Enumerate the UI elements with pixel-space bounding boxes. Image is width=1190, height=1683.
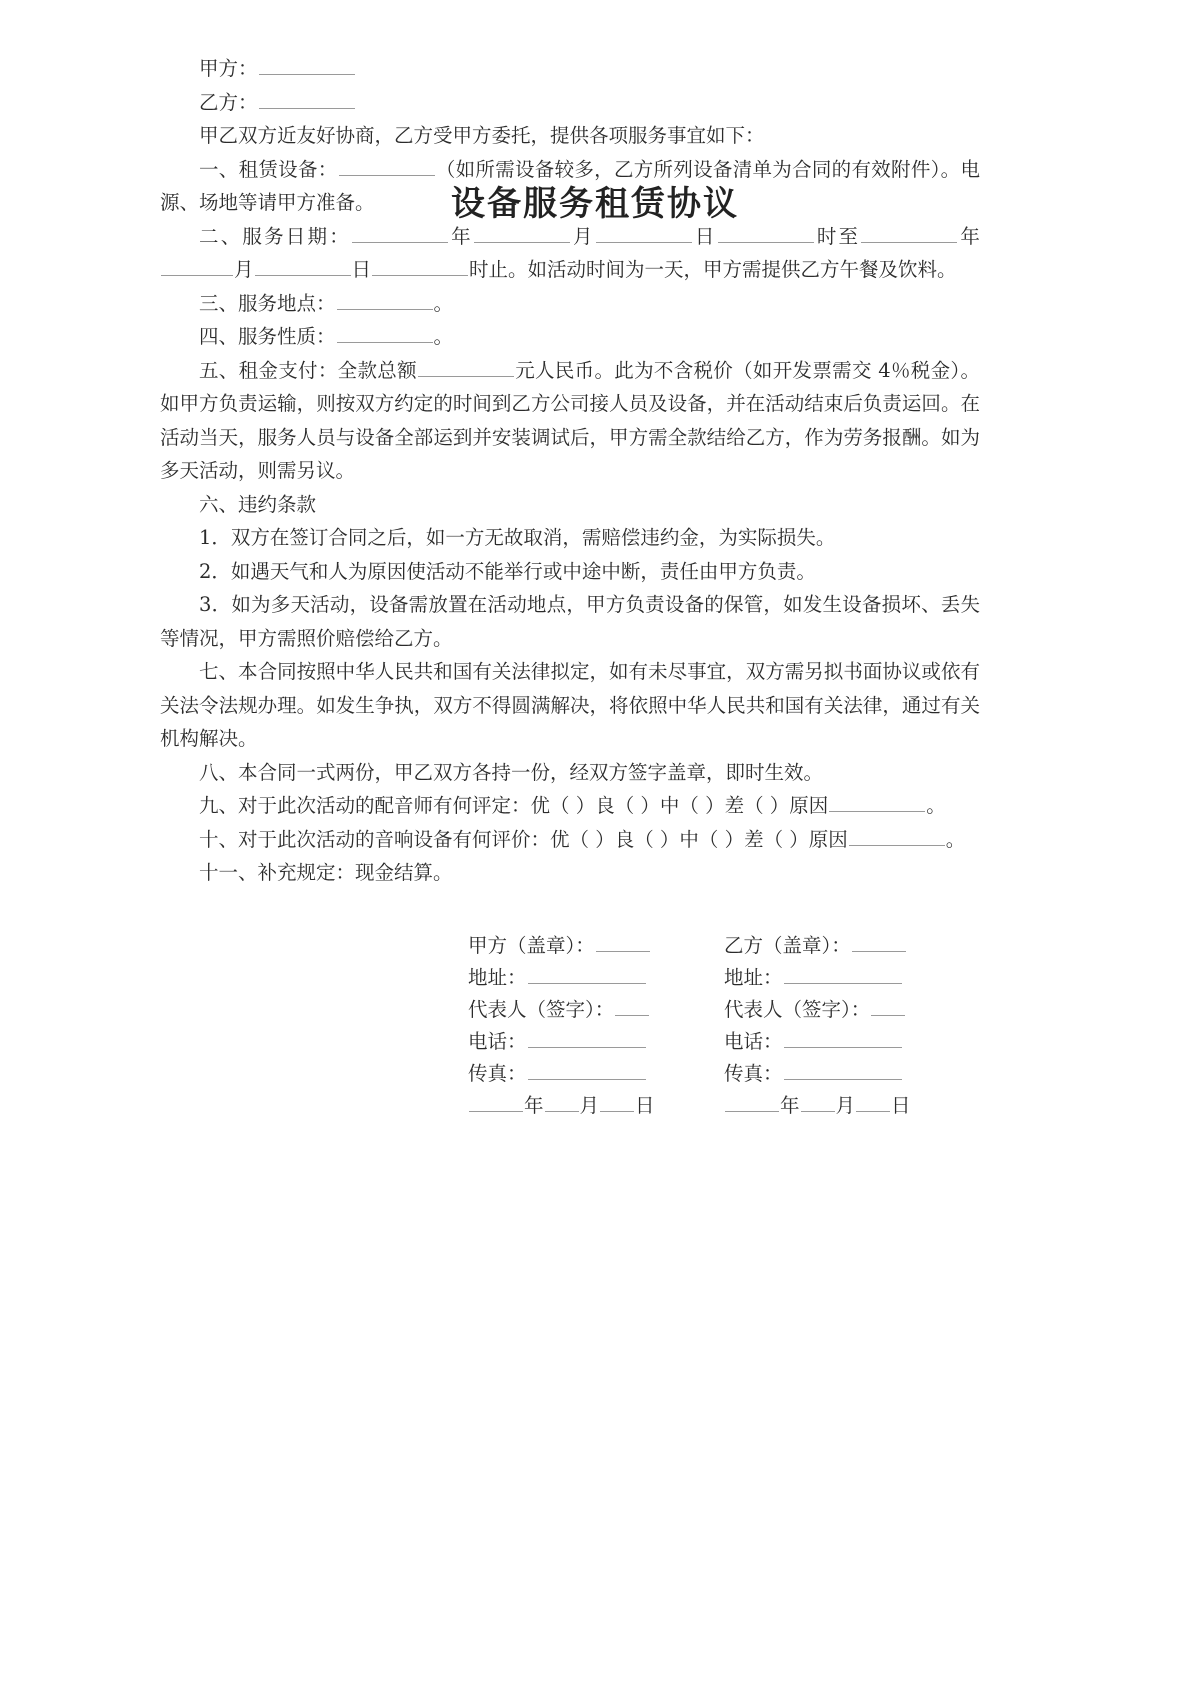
clause-4-label: 四、服务性质： [199, 325, 336, 348]
party-b-representative-row [724, 994, 980, 1026]
party-a-date-row [468, 1090, 724, 1122]
party-a-fax-blank[interactable] [528, 1060, 646, 1080]
party-b-seal-blank[interactable] [852, 932, 906, 952]
clause-2-day-unit: 日 [692, 224, 717, 248]
clause-5-label: 五、租金支付：全款总额 [199, 358, 417, 382]
party-b-address-blank[interactable] [784, 964, 902, 984]
party-b-line [160, 86, 980, 120]
clause-2-month2-unit: 月 [234, 258, 254, 281]
clause-1-text: （如所需设备较多，乙方所列设备清单为合同的有效附件）。电源、场地等请甲方准备。 [160, 157, 980, 214]
party-b-label: 乙方： [199, 90, 258, 114]
signature-column-party-b [724, 930, 980, 1122]
party-a-phone-row [468, 1026, 724, 1058]
party-b-fax-label: 传真： [724, 1061, 783, 1085]
document-body [160, 0, 980, 1122]
party-b-fax-blank[interactable] [784, 1060, 902, 1080]
party-b-date-day-unit: 日 [891, 1093, 911, 1117]
clause-5-amount-blank[interactable] [418, 357, 514, 377]
party-a-date-month-blank[interactable] [545, 1092, 579, 1112]
party-b-date-day-blank[interactable] [856, 1092, 890, 1112]
clause-8-copies: 八、本合同一式两份，甲乙双方各持一份，经双方签字盖章，即时生效。 [199, 760, 824, 784]
party-a-representative-label: 代表人（签字）： [468, 997, 615, 1021]
clause-1-blank[interactable] [339, 156, 435, 176]
clause-11-supplementary: 十一、补充规定：现金结算。 [199, 861, 453, 884]
clause-10-reason-blank[interactable] [849, 826, 945, 846]
clause-2-service-date [160, 220, 980, 287]
clause-2-year2-blank[interactable] [861, 223, 957, 243]
party-a-seal-blank[interactable] [596, 932, 650, 952]
clause-9-voice-actor-rating [160, 789, 980, 823]
party-a-seal-row [468, 930, 724, 962]
clause-4-service-nature [160, 320, 980, 354]
clause-2-month-unit: 月 [570, 224, 595, 248]
clause-2-day2-blank[interactable] [255, 256, 351, 276]
preamble-paragraph: 甲乙双方近友好协商，乙方受甲方委托，提供各项服务事宜如下： [199, 124, 765, 147]
clause-2-hour2-blank[interactable] [372, 256, 468, 276]
party-a-blank[interactable] [259, 55, 355, 75]
clause-2-hour-blank[interactable] [718, 223, 814, 243]
party-b-phone-blank[interactable] [784, 1028, 902, 1048]
party-b-address-label: 地址： [724, 965, 783, 989]
clause-9-reason-blank[interactable] [829, 792, 925, 812]
party-b-fax-row [724, 1058, 980, 1090]
clause-9-period: 。 [926, 794, 946, 817]
clause-6-item-3: 3．如为多天活动，设备需放置在活动地点，甲方负责设备的保管，如发生设备损坏、丢失等情况，甲方需照价赔偿给乙方。 [160, 593, 980, 650]
party-a-phone-label: 电话： [468, 1029, 527, 1053]
clause-2-year2-unit: 年 [958, 224, 980, 248]
party-b-blank[interactable] [259, 89, 355, 109]
party-a-representative-row [468, 994, 724, 1026]
clause-2-year-blank[interactable] [352, 223, 448, 243]
party-a-address-label: 地址： [468, 965, 527, 989]
clause-2-label: 二、服务日期： [199, 224, 351, 248]
party-a-representative-blank[interactable] [615, 996, 649, 1016]
clause-7-governing-law: 七、本合同按照中华人民共和国有关法律拟定，如有未尽事宜，双方需另拟书面协议或依有关法令法规办理。如发生争执，双方不得圆满解决，将依照中华人民共和国有关法律，通过有关机构解决。 [160, 660, 980, 750]
clause-2-day-blank[interactable] [596, 223, 692, 243]
party-a-date-year-unit: 年 [524, 1093, 544, 1117]
party-a-date-year-blank[interactable] [469, 1092, 523, 1112]
clause-10-audio-equipment-rating [160, 823, 980, 857]
clause-3-label: 三、服务地点： [199, 291, 336, 315]
party-b-phone-label: 电话： [724, 1029, 783, 1053]
clause-6-breach-title: 六、违约条款 [199, 492, 317, 516]
clause-2-hour-to: 时至 [814, 224, 861, 248]
party-b-representative-label: 代表人（签字）： [724, 997, 871, 1021]
clause-9-label: 九、对于此次活动的配音师有何评定：优（ ）良（ ）中（ ）差（ ）原因 [199, 794, 829, 817]
party-b-date-month-unit: 月 [835, 1093, 856, 1117]
party-a-label: 甲方： [199, 57, 258, 80]
title-spacer [160, 0, 980, 52]
clause-5-rent-payment [160, 354, 980, 488]
party-b-representative-blank[interactable] [871, 996, 905, 1016]
clause-1-rental-equipment [160, 153, 980, 220]
signature-block [160, 930, 980, 1122]
party-b-date-year-blank[interactable] [725, 1092, 779, 1112]
clause-5-text: 元人民币。此为不含税价（如开发票需交 4％税金）。如甲方负责运输，则按双方约定的时间到乙方公司接人员及设备，并在活动结束后负责运回。在活动当天，服务人员与设备全部运到并安装调试后，甲方需全款结给乙方，作为劳务报酬。如为多天活动，则需另议。 [160, 358, 980, 482]
party-a-date-day-blank[interactable] [600, 1092, 634, 1112]
clause-2-year-unit: 年 [448, 224, 473, 248]
clause-2-month2-blank[interactable] [161, 256, 233, 276]
party-a-date-day-unit: 日 [635, 1093, 655, 1117]
party-a-fax-label: 传真： [468, 1061, 527, 1085]
party-b-address-row [724, 962, 980, 994]
party-a-address-blank[interactable] [528, 964, 646, 984]
party-a-seal-label: 甲方（盖章）： [468, 933, 595, 957]
party-b-phone-row [724, 1026, 980, 1058]
clause-2-month-blank[interactable] [474, 223, 570, 243]
clause-3-blank[interactable] [337, 290, 433, 310]
clause-2-day2-unit: 日 [351, 258, 372, 281]
party-a-line [160, 52, 980, 86]
party-a-fax-row [468, 1058, 724, 1090]
clause-6-item-2: 2．如遇天气和人为原因使活动不能举行或中途中断，责任由甲方负责。 [199, 559, 816, 583]
party-b-date-year-unit: 年 [780, 1093, 800, 1117]
party-b-seal-label: 乙方（盖章）： [724, 933, 851, 957]
page-title: 设备服务租赁协议 [451, 184, 739, 224]
clause-2-end-text: 时止。如活动时间为一天，甲方需提供乙方午餐及饮料。 [469, 258, 957, 281]
clause-6-item-1: 1．双方在签订合同之后，如一方无故取消，需赔偿违约金，为实际损失。 [199, 526, 836, 549]
party-b-date-row [724, 1090, 980, 1122]
clause-4-blank[interactable] [337, 323, 433, 343]
signature-column-party-a [468, 930, 724, 1122]
clause-10-label: 十、对于此次活动的音响设备有何评价：优（ ）良（ ）中（ ）差（ ）原因 [199, 827, 848, 851]
clause-1-label: 一、租赁设备： [199, 157, 338, 181]
clause-10-period: 。 [945, 827, 966, 851]
party-b-seal-row [724, 930, 980, 962]
clause-3-period: 。 [433, 291, 454, 315]
party-a-date-month-unit: 月 [579, 1093, 600, 1117]
party-a-address-row [468, 962, 724, 994]
party-a-phone-blank[interactable] [528, 1028, 646, 1048]
clause-4-period: 。 [433, 325, 454, 348]
party-b-date-month-blank[interactable] [801, 1092, 835, 1112]
clause-3-service-location [160, 287, 980, 321]
